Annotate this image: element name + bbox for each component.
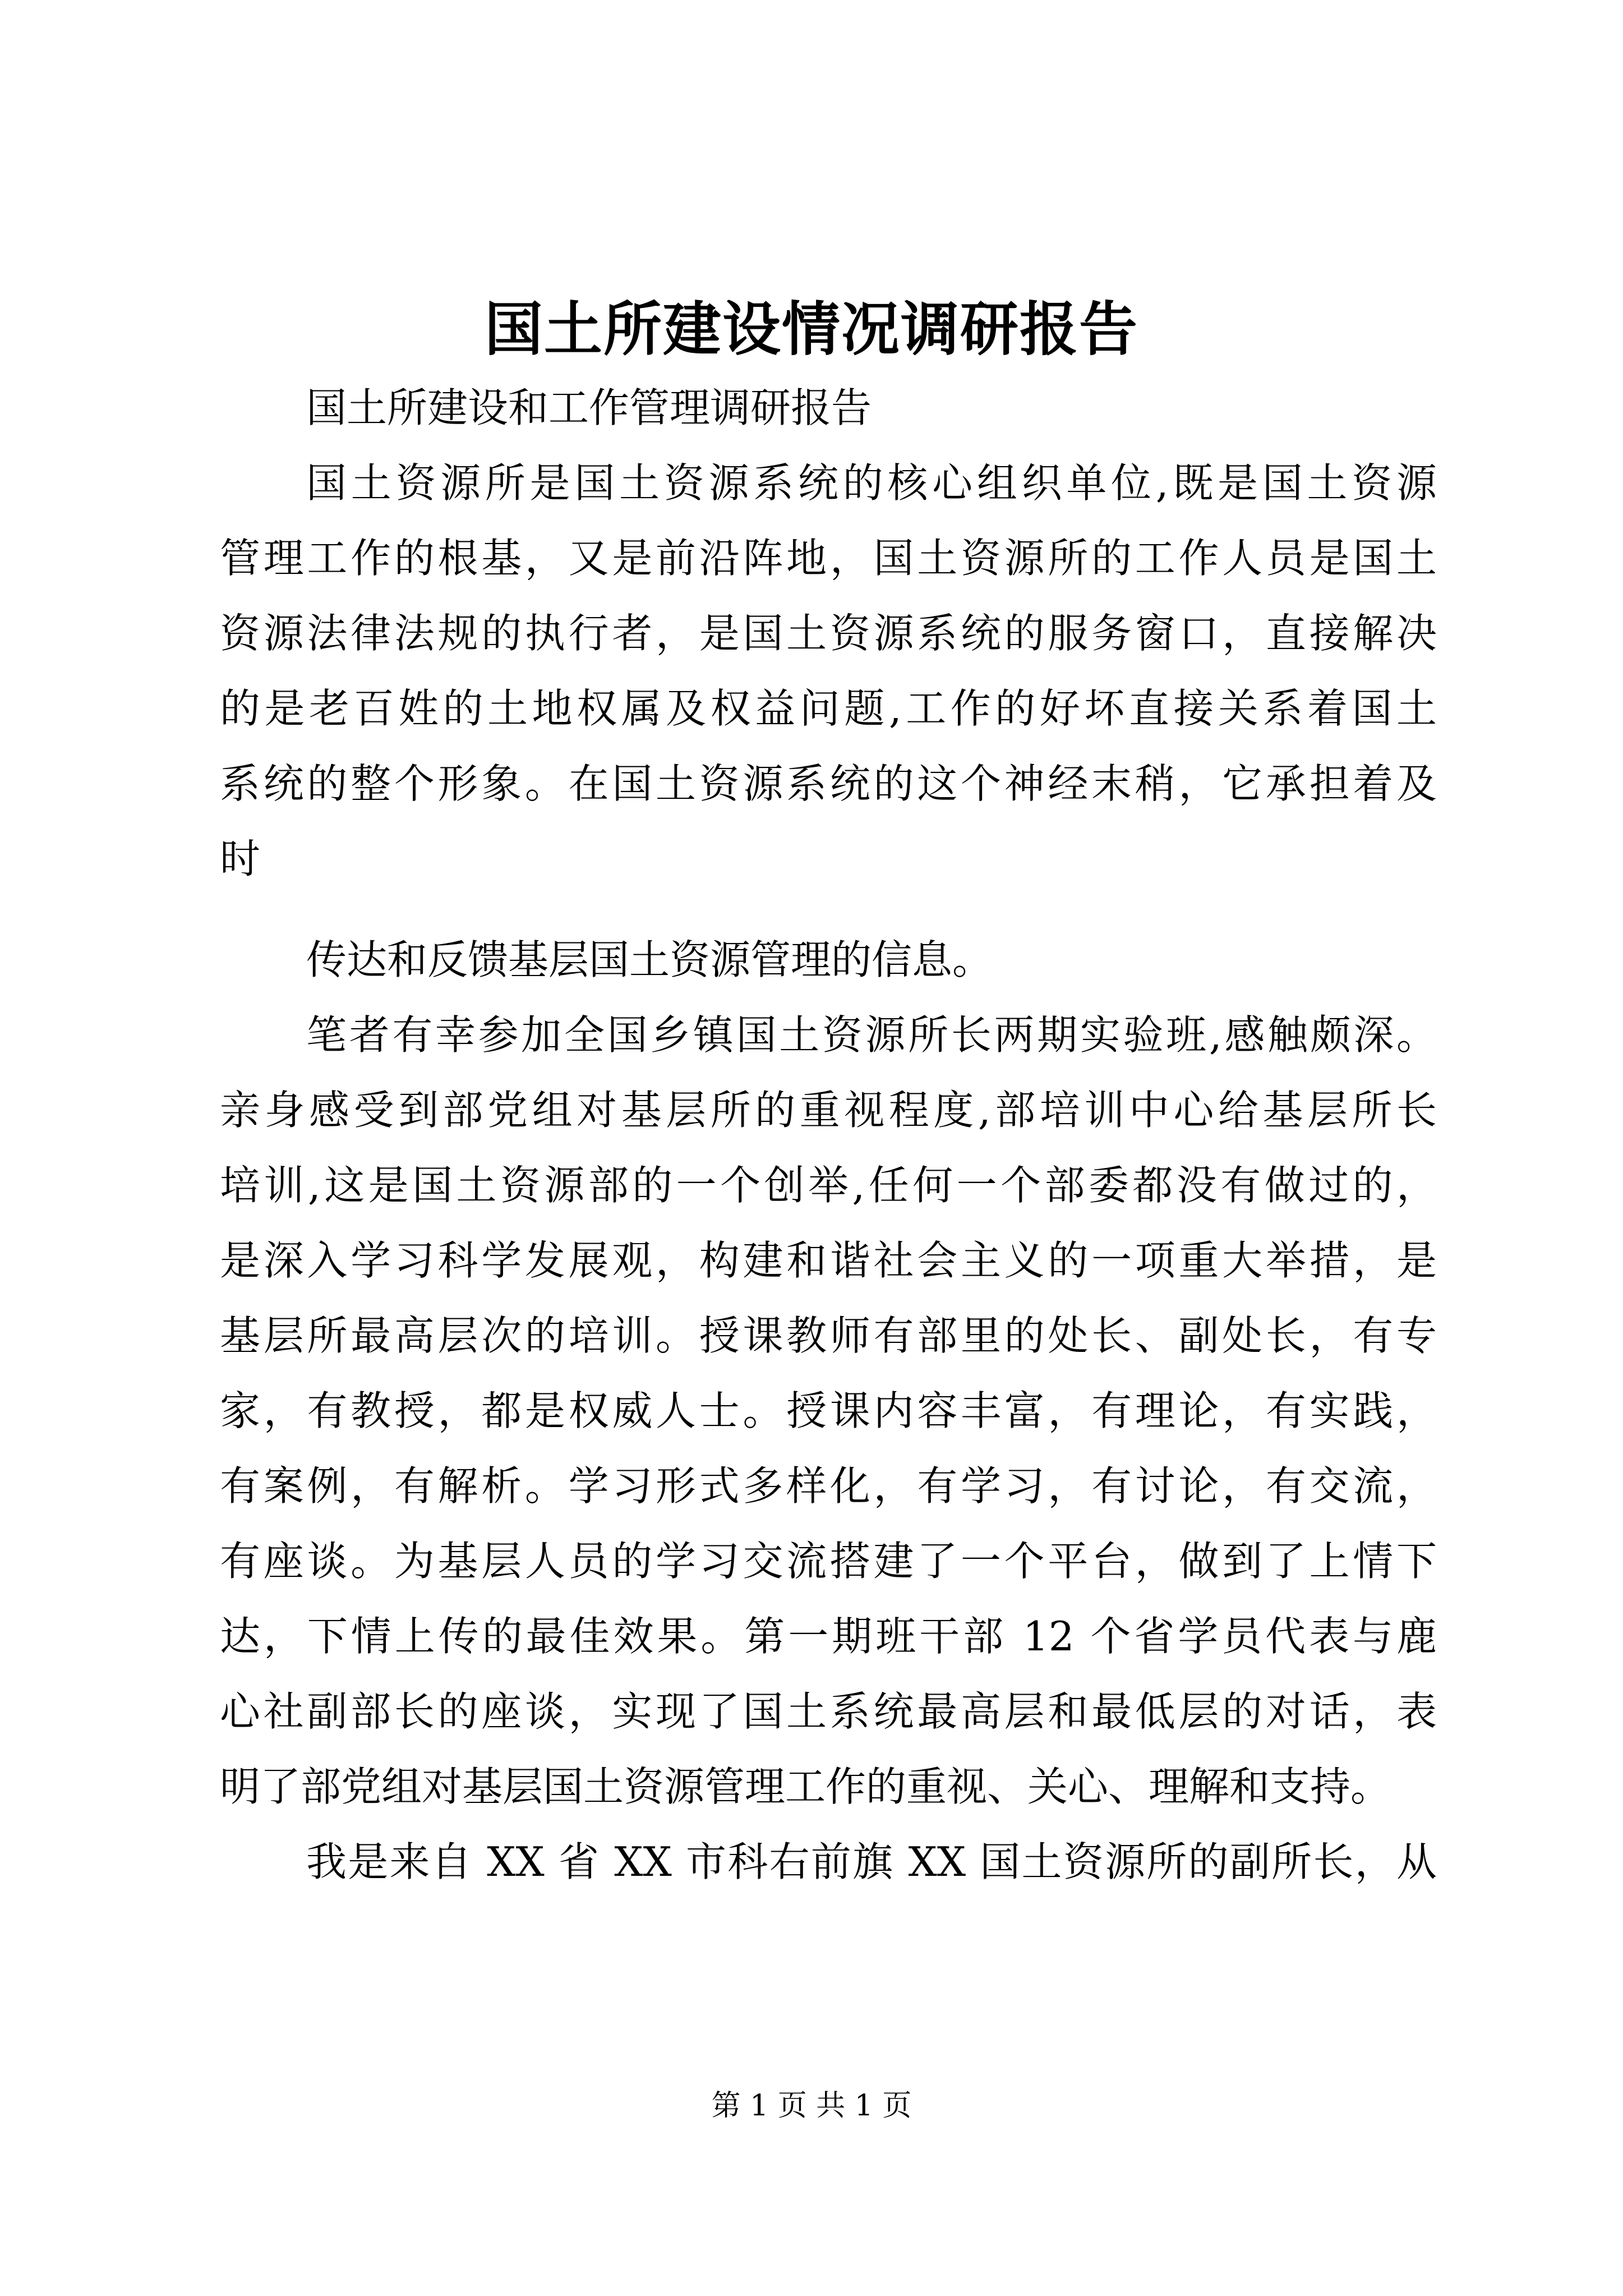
paragraph-3-line-4: 是深入学习科学发展观，构建和谐社会主义的一项重大举措，是 [220,1237,1437,1284]
paragraph-3-line-8: 有座谈。为基层人员的学习交流搭建了一个平台，做到了上情下 [220,1538,1437,1585]
paragraph-1-line-3: 资源法律法规的执行者，是国土资源系统的服务窗口，直接解决 [220,610,1437,657]
document-body [220,370,1437,1899]
paragraph-3-line-1: 笔者有幸参加全国乡镇国土资源所长两期实验班,感触颇深。 [306,1011,1437,1059]
paragraph-3-line-2: 亲身感受到部党组对基层所的重视程度,部培训中心给基层所长 [220,1087,1437,1134]
paragraph-3-line-9: 达，下情上传的最佳效果。第一期班干部 12 个省学员代表与鹿 [220,1613,1437,1660]
paragraph-4-line-1: 我是来自 XX 省 XX 市科右前旗 XX 国土资源所的副所长，从 [306,1838,1437,1885]
paragraph-1-line-6: 时 [220,835,261,882]
page-footer: 第 1 页 共 1 页 [711,2089,912,2123]
paragraph-3-line-10: 心社副部长的座谈，实现了国土系统最高层和最低层的对话，表 [220,1688,1437,1735]
paragraph-3-line-6: 家，有教授，都是权威人士。授课内容丰富，有理论，有实践， [220,1387,1437,1434]
paragraph-3-line-7: 有案例，有解析。学习形式多样化，有学习，有讨论，有交流， [220,1462,1437,1510]
paragraph-1-line-4: 的是老百姓的土地权属及权益问题,工作的好坏直接关系着国土 [220,685,1437,732]
paragraph-1-line-2: 管理工作的根基，又是前沿阵地，国土资源所的工作人员是国土 [220,535,1437,582]
paragraph-1-line-1: 国土资源所是国土资源系统的核心组织单位,既是国土资源 [306,459,1437,507]
paragraph-3-line-5: 基层所最高层次的培训。授课教师有部里的处长、副处长，有专 [220,1312,1437,1359]
paragraph-3-line-11: 明了部党组对基层国土资源管理工作的重视、关心、理解和支持。 [220,1763,1391,1810]
paragraph-gap [220,896,1437,922]
document-title: 国土所建设情况调研报告 [484,295,1138,364]
paragraph-1-line-5: 系统的整个形象。在国土资源系统的这个神经末稍，它承担着及 [220,760,1437,807]
subtitle-line: 国土所建设和工作管理调研报告 [306,384,872,431]
paragraph-2-line-1: 传达和反馈基层国土资源管理的信息。 [306,936,993,983]
paragraph-3-line-3: 培训,这是国土资源部的一个创举,任何一个部委都没有做过的， [220,1162,1437,1209]
